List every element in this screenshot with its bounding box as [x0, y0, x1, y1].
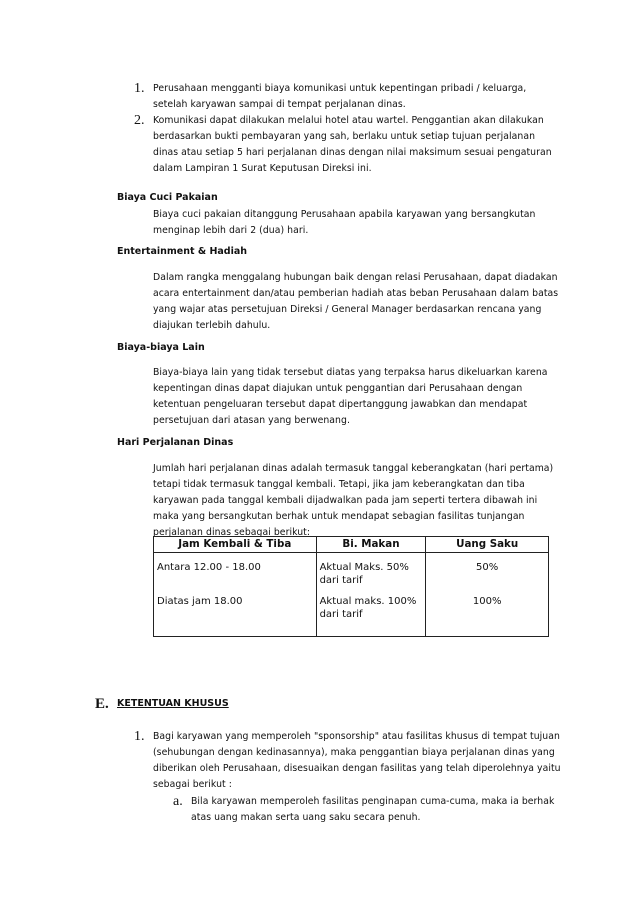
- table-row: [154, 595, 549, 621]
- table-cell-makan: [316, 561, 426, 587]
- table-cell-saku: 100%: [426, 595, 549, 621]
- section-heading: Biaya-biaya Lain: [117, 342, 205, 353]
- table-header-cell: Jam Kembali & Tiba: [154, 537, 317, 553]
- paragraph-line: menginap lebih dari 2 (dua) hari.: [153, 225, 309, 236]
- paragraph-line: acara entertainment dan/atau pemberian hadiah atas beban Perusahaan dalam batas: [153, 288, 559, 299]
- list-item-line: dinas atau setiap 5 hari perjalanan dinas dengan nilai maksimum sesuai pengaturan: [153, 147, 552, 158]
- paragraph-line: kepentingan dinas dapat diajukan untuk penggantian dari Perusahaan dengan: [153, 383, 523, 394]
- list-item-line: Perusahaan mengganti biaya komunikasi untuk kepentingan pribadi / keluarga,: [153, 83, 527, 94]
- allowance-table: [153, 536, 549, 637]
- paragraph-line: persetujuan dari atasan yang berwenang.: [153, 415, 350, 426]
- list-item-line: diberikan oleh Perusahaan, disesuaikan dengan fasilitas yang telah diperolehnya yaitu: [153, 763, 561, 774]
- sub-list-line: Bila karyawan memperoleh fasilitas penginapan cuma-cuma, maka ia berhak: [191, 796, 555, 807]
- paragraph-line: Biaya cuci pakaian ditanggung Perusahaan apabila karyawan yang bersangkutan: [153, 209, 536, 220]
- section-heading: Entertainment & Hadiah: [117, 246, 248, 257]
- paragraph-line: yang wajar atas persetujuan Direksi / General Manager berdasarkan rencana yang: [153, 304, 542, 315]
- table-cell-makan: [316, 595, 426, 621]
- section-e-title: KETENTUAN KHUSUS: [117, 698, 229, 709]
- table-row: [154, 561, 549, 587]
- paragraph-line: maka yang bersangkutan berhak untuk mendapat sebagian fasilitas tunjangan: [153, 511, 525, 522]
- sub-list-line: atas uang makan serta uang saku secara penuh.: [191, 812, 421, 823]
- list-item-line: Komunikasi dapat dilakukan melalui hotel atau wartel. Penggantian akan dilakukan: [153, 115, 544, 126]
- paragraph-line: karyawan pada tanggal kembali dijadwalkan pada jam seperti tertera dibawah ini: [153, 495, 538, 506]
- section-e-marker: E.: [95, 696, 109, 712]
- table-spacer-row: [154, 587, 549, 595]
- table-cell-makan-line: dari tarif: [319, 608, 363, 620]
- table-bottom-row: [154, 621, 549, 637]
- list-item-line: (sehubungan dengan kedinasannya), maka penggantian biaya perjalanan dinas yang: [153, 747, 555, 758]
- paragraph-line: Biaya-biaya lain yang tidak tersebut diatas yang terpaksa harus dikeluarkan karena: [153, 367, 548, 378]
- table-cell-makan-line: Aktual maks. 100%: [319, 595, 417, 607]
- paragraph-line: perjalanan dinas sebagai berikut:: [153, 527, 311, 538]
- table-header-cell: Bi. Makan: [316, 537, 426, 553]
- table-cell-makan-line: dari tarif: [319, 574, 363, 586]
- table-spacer-row: [154, 553, 549, 561]
- sub-list-marker: a.: [173, 794, 183, 809]
- table-header-row: [154, 537, 549, 553]
- paragraph-line: Dalam rangka menggalang hubungan baik dengan relasi Perusahaan, dapat diadakan: [153, 272, 558, 283]
- list-marker: 1.: [134, 81, 145, 96]
- list-item-line: Bagi karyawan yang memperoleh "sponsorship" atau fasilitas khusus di tempat tujuan: [153, 731, 560, 742]
- table-cell-saku: 50%: [426, 561, 549, 587]
- list-item-line: sebagai berikut :: [153, 779, 232, 790]
- list-item-line: berdasarkan bukti pembayaran yang sah, berlaku untuk setiap tujuan perjalanan: [153, 131, 536, 142]
- section-heading: Hari Perjalanan Dinas: [117, 437, 234, 448]
- table-header-cell: Uang Saku: [426, 537, 549, 553]
- list-marker: 1.: [134, 729, 145, 744]
- paragraph-line: ketentuan pengeluaran tersebut dapat dipertanggung jawabkan dan mendapat: [153, 399, 528, 410]
- list-item-line: setelah karyawan sampai di tempat perjalanan dinas.: [153, 99, 406, 110]
- section-heading: Biaya Cuci Pakaian: [117, 192, 218, 203]
- paragraph-line: diajukan terlebih dahulu.: [153, 320, 271, 331]
- table-cell-jam: Antara 12.00 - 18.00: [154, 561, 317, 587]
- list-item-line: dalam Lampiran 1 Surat Keputusan Direksi ini.: [153, 163, 372, 174]
- list-marker: 2.: [134, 113, 145, 128]
- paragraph-line: Jumlah hari perjalanan dinas adalah termasuk tanggal keberangkatan (hari pertama): [153, 463, 554, 474]
- table-cell-jam: Diatas jam 18.00: [154, 595, 317, 621]
- paragraph-line: tetapi tidak termasuk tanggal kembali. Tetapi, jika jam keberangkatan dan tiba: [153, 479, 525, 490]
- table-cell-makan-line: Aktual Maks. 50%: [319, 561, 409, 573]
